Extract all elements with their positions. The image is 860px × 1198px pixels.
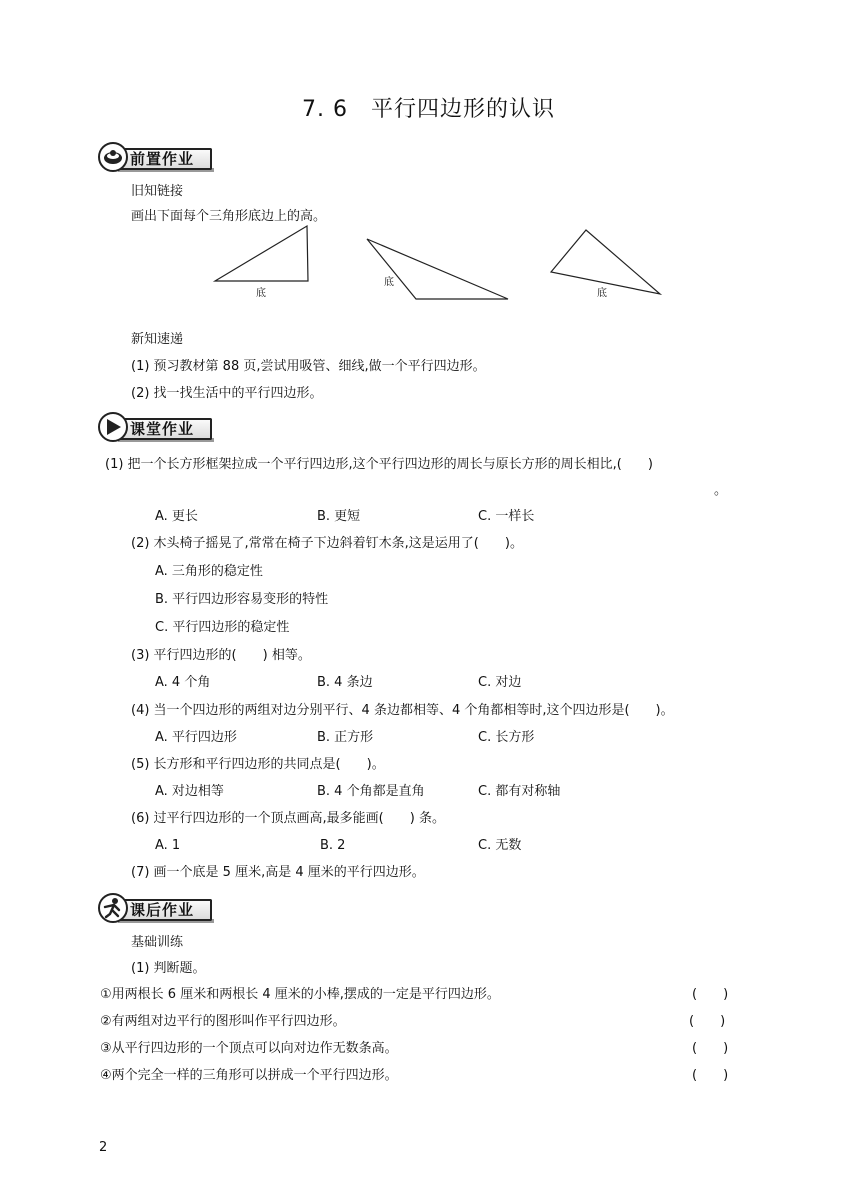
- base-label-2: 底: [384, 277, 394, 288]
- basic-training-heading: 基础训练: [131, 935, 184, 950]
- judge-paren-2: ( ): [689, 1014, 726, 1029]
- class-q5-opt-a: A. 对边相等: [155, 784, 224, 799]
- old-link-heading: 旧知链接: [131, 184, 184, 199]
- class-q5-opt-c: C. 都有对称轴: [478, 784, 561, 799]
- class-q5-opt-b: B. 4 个角都是直角: [317, 784, 425, 799]
- judge-item-2: ②有两组对边平行的图形叫作平行四边形。: [100, 1014, 346, 1029]
- judge-paren-3: ( ): [692, 1041, 729, 1056]
- section-badge-after: [98, 893, 218, 923]
- play-icon: [100, 414, 126, 440]
- runner-icon: [100, 895, 126, 921]
- section-label-pre: 前置作业: [130, 150, 195, 168]
- class-q2-opt-c: C. 平行四边形的稳定性: [155, 620, 290, 635]
- class-q4-opt-a: A. 平行四边形: [155, 730, 237, 745]
- class-q1: (1) 把一个长方形框架拉成一个平行四边形,这个平行四边形的周长与原长方形的周长相比,( ): [105, 457, 653, 472]
- section-label-after: 课后作业: [130, 901, 195, 919]
- class-q4-opt-c: C. 长方形: [478, 730, 535, 745]
- class-q4: (4) 当一个四边形的两组对边分别平行、4 条边都相等、4 个角都相等时,这个四边形是( )。: [131, 703, 674, 718]
- triangle-1: [215, 226, 308, 281]
- section-badge-pre: [98, 142, 218, 172]
- class-q2: (2) 木头椅子摇晃了,常常在椅子下边斜着钉木条,这是运用了( )。: [131, 536, 523, 551]
- base-label-3: 底: [597, 288, 607, 299]
- judge-paren-4: ( ): [692, 1068, 729, 1083]
- triangle-2: [367, 239, 508, 299]
- pre-item-2: (2) 找一找生活中的平行四边形。: [131, 386, 323, 401]
- base-label-1: 底: [256, 288, 266, 299]
- triangles-figure: [0, 224, 860, 304]
- class-q6-opt-a: A. 1: [155, 838, 181, 853]
- class-q1-opt-c: C. 一样长: [478, 509, 535, 524]
- class-q3-opt-b: B. 4 条边: [317, 675, 373, 690]
- pre-item-1: (1) 预习教材第 88 页,尝试用吸管、细线,做一个平行四边形。: [131, 359, 486, 374]
- judge-item-3: ③从平行四边形的一个顶点可以向对边作无数条高。: [100, 1041, 398, 1056]
- page-title: 7. 6 平行四边形的认识: [302, 97, 555, 122]
- new-link-heading: 新知速递: [131, 332, 184, 347]
- section-badge-class: [98, 412, 218, 442]
- class-q3-opt-a: A. 4 个角: [155, 675, 211, 690]
- class-q6: (6) 过平行四边形的一个顶点画高,最多能画( ) 条。: [131, 811, 445, 826]
- class-q5: (5) 长方形和平行四边形的共同点是( )。: [131, 757, 385, 772]
- class-q3: (3) 平行四边形的( ) 相等。: [131, 648, 311, 663]
- judge-item-4: ④两个完全一样的三角形可以拼成一个平行四边形。: [100, 1068, 398, 1083]
- pre-instruction: 画出下面每个三角形底边上的高。: [131, 209, 327, 224]
- class-q6-opt-b: B. 2: [320, 838, 346, 853]
- page-number: 2: [99, 1140, 108, 1155]
- class-q1-opt-a: A. 更长: [155, 509, 198, 524]
- class-q6-opt-c: C. 无数: [478, 838, 522, 853]
- judge-heading: (1) 判断题。: [131, 961, 206, 976]
- judge-paren-1: ( ): [692, 987, 729, 1002]
- class-q7: (7) 画一个底是 5 厘米,高是 4 厘米的平行四边形。: [131, 865, 425, 880]
- class-q2-opt-b: B. 平行四边形容易变形的特性: [155, 592, 329, 607]
- class-q2-opt-a: A. 三角形的稳定性: [155, 564, 263, 579]
- class-q3-opt-c: C. 对边: [478, 675, 522, 690]
- class-q1-opt-b: B. 更短: [317, 509, 361, 524]
- section-label-class: 课堂作业: [130, 420, 195, 438]
- class-q1-end: 。: [714, 483, 728, 498]
- pre-icon: [100, 144, 126, 170]
- judge-item-1: ①用两根长 6 厘米和两根长 4 厘米的小棒,摆成的一定是平行四边形。: [100, 987, 500, 1002]
- class-q4-opt-b: B. 正方形: [317, 730, 374, 745]
